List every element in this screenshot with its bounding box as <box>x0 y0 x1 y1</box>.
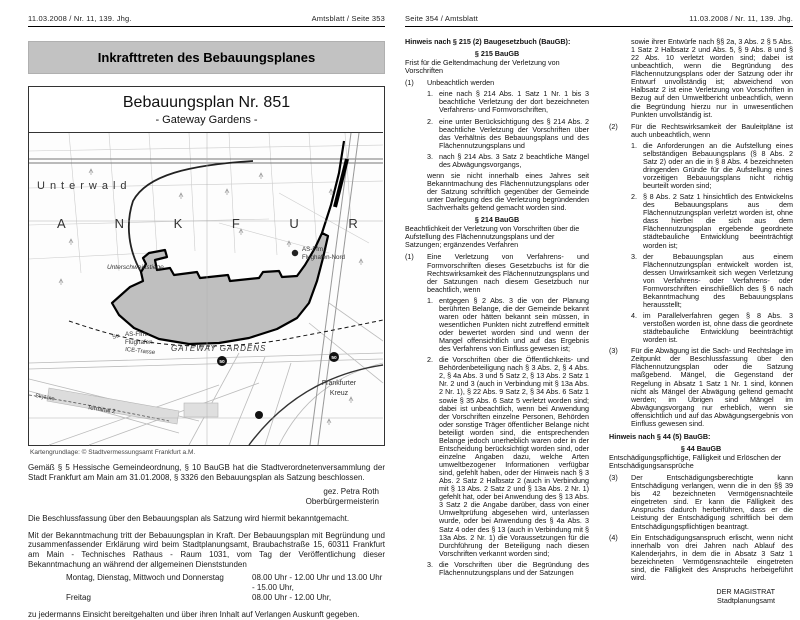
item-number: 1. <box>427 89 433 99</box>
issue-date-right: 11.03.2008 / Nr. 11, 139. Jhg. <box>689 14 793 23</box>
column-1 <box>405 38 589 605</box>
page-353-header <box>28 14 385 27</box>
item-number: 3. <box>427 151 433 161</box>
paragraph-text: Ein Entschädigungsanspruch erlischt, wenn nicht innerhalb von drei Jahren nach Ablauf des Kalenderjahrs, in dem die in Absatz 3 Satz 1 bezeichneten Vermögensnachteile eingetreten sind, die Fälligkeit des Anspruchs herbeigeführt wird. <box>631 532 793 582</box>
item-text: der Bebauungsplan aus einem Flächennutzungsplan entwickelt worden ist, dessen Unwirksamkeit sich wegen Verletzung von Verfahrens- oder Verfahrens- oder Formvorschriften einschließlich des § 6 nach Bekanntmachung des Bebauungsplans herausstellt; <box>643 251 793 309</box>
page-number: Amtsblatt / Seite 353 <box>311 14 385 23</box>
plan-number: Bebauungsplan Nr. 851 <box>122 94 291 111</box>
label-frankfurt: A N K F U R <box>57 216 360 231</box>
list-item <box>631 193 793 249</box>
signature-role: Oberbürgermeisterin <box>305 497 379 507</box>
label-frankfurter: Frankfurter <box>321 380 357 387</box>
list-item <box>427 561 589 577</box>
label-terminal-2: Terminal 2 <box>86 404 116 416</box>
paragraph-number: (3) <box>609 473 618 483</box>
svg-text:50: 50 <box>219 360 225 365</box>
map-source-caption: Kartengrundlage: © Stadtvermessungsamt Frankfurt a.M. <box>30 449 196 456</box>
notice-title: Inkrafttreten des Bebauungsplanes <box>28 41 385 74</box>
page-353 <box>28 14 385 620</box>
list-item <box>631 312 793 344</box>
law-214-title: § 214 BauGB <box>474 215 520 225</box>
item-text: nach § 214 Abs. 3 Satz 2 beachtliche Mängel des Abwägungsvorgangs, <box>439 151 589 169</box>
label-skyline: SkyLine <box>34 393 55 403</box>
plan-map-box <box>28 86 385 446</box>
paragraph-214-2 <box>609 123 793 139</box>
item-number: 2. <box>427 355 433 365</box>
item-text: entgegen § 2 Abs. 3 die von der Planung berührten Belange, die der Gemeinde bekannt waren oder hätten bekannt sein müssen, in wesentlichen Punkten nicht zutreffend ermittelt oder bewertet worden sind und wenn der Mangel offensichtlich und auf das Ergebnis des Verfahrens von Einfluss gewesen ist; <box>439 295 589 354</box>
paragraph-number: (1) <box>405 252 414 262</box>
law-215-title: § 215 BauGB <box>474 49 520 59</box>
issue-date: 11.03.2008 / Nr. 11, 139. Jhg. <box>28 14 132 23</box>
airport-building <box>184 403 218 417</box>
item-number: 1. <box>631 140 637 150</box>
svg-text:50: 50 <box>331 356 337 361</box>
item-number: 1. <box>427 295 433 305</box>
label-unterschweinstiege: Unterschweinstiege <box>107 264 164 271</box>
hours-times-1: 08.00 Uhr - 12.00 Uhr und 13.00 Uhr - 15.00 Uhr, <box>252 573 383 593</box>
paragraph-text: Unbeachtlich werden <box>427 78 495 88</box>
list-item <box>631 253 793 309</box>
item-number: 3. <box>631 251 637 261</box>
law-44-title: § 44 BauGB <box>680 443 722 453</box>
law-215-subtitle: Frist für die Geltendmachung der Verletzung von Vorschriften <box>405 58 560 76</box>
hours-times-2: 08.00 Uhr - 12.00 Uhr, <box>252 593 332 603</box>
item-number: 2. <box>427 116 433 126</box>
effective-paragraph: Mit der Bekanntmachung tritt der Bebauungsplan in Kraft. Der Bebauungsplan mit Begründung und zusammenfassender Erklärung wird beim Stadtplanungsamt, Braubachstraße 15, 60311 Frankfurt am Main - Technisches Rathaus - Raum 1031, vom Tag der Veröffentlichung dieser Bekanntmachung an während der allgemeinen Dienststunden <box>28 530 385 569</box>
interchange-icon <box>292 250 298 256</box>
item-text: die Vorschriften über die Öffentlichkeits- und Behördenbeteiligung nach § 3 Abs. 2, § 4 Abs. 2, § 4a Abs. 3 und 5 Satz 2, § 13 Abs. 2 Satz 1 Nr. 2 und 3 (auch in Verbindung mit § 13a Abs. 2 Nr. 1), § 22 Abs. 9 Satz 2, § 34 Abs. 6 Satz 1 sowie § 35 Abs. 6 Satz 5 verletzt worden sind; dabei ist unbeachtlich, wenn bei Anwendung der Vorschriften einzelne Personen, Behörden oder sonstige Träger öffentlicher Belange nicht beteiligt worden sind, die entsprechenden Belange jedoch unerheblich waren oder in der Entscheidung berücksichtigt worden sind, oder einzelne Angaben dazu, welche Arten umweltbezogener Informationen verfügbar sind, gefehlt haben, oder der Hinweis nach § 3 Abs. 2 Satz 2 Halbsatz 2 (auch in Verbindung mit § 13 Abs. 2 Satz 2 und § 13a Abs. 2 Nr. 1) gefehlt hat, oder bei Anwendung des § 13 Abs. 3 Satz 2 die Angabe darüber, dass von einer Umweltprüfung abgesehen wird, unterlassen wurde, oder bei Anwendung des § 4a Abs. 3 Satz 4 oder des § 13 (auch in Verbindung mit § 13a Abs. 2 Nr. 1) die Voraussetzungen für die Durchführung der Beteiligung nach diesen Vorschriften verkannt worden sind; <box>439 355 589 558</box>
item-number: 2. <box>631 192 637 202</box>
paragraph-215-1 <box>405 79 589 87</box>
paragraph-44-3 <box>609 474 793 530</box>
paragraph-number: (2) <box>609 121 618 131</box>
paragraph-text: Der Entschädigungsberechtigte kann Entschädigung verlangen, wenn die in den §§ 39 bis 42 bezeichneten Vermögensnachteile eingetreten sind. Er kann die Fälligkeit des Anspruchs dadurch herbeiführen, dass er die Leistung der Entschädigung schriftlich bei dem Entschädigungspflichtigen beantragt. <box>631 473 793 531</box>
office-hours <box>66 573 385 603</box>
paragraph-text: Für die Abwägung ist die Sach- und Rechtslage im Zeitpunkt der Beschlussfassung über den Flächennutzungsplan oder die Satzung maßgebend. Mängel, die Gegenstand der Regelung in Absatz 1 Satz 1 Nr. 1 sind, können nicht als Mängel der Abwägung geltend gemacht werden; im Übrigen sind Mängel im Abwägungsvorgang nur erheblich, wenn sie offensichtlich und auf das Abwägungsergebnis von Einfluss gewesen sind. <box>631 346 793 428</box>
stadtplanungsamt-line: Stadtplanungsamt <box>717 595 775 605</box>
list-item <box>427 153 589 169</box>
label-gateway-gardens: GATEWAY GARDENS <box>171 344 267 353</box>
resolution-paragraph: Gemäß § 5 Hessische Gemeindeordnung, § 10 BauGB hat die Stadtverordnetenversammlung der Stadt Frankfurt am Main am 31.01.2008, § 3326 den Bebauungsplan als Satzung beschlossen. <box>28 463 385 482</box>
label-as-nord-1: AS-Ffm.- <box>302 246 327 253</box>
paragraph-215-tail: wenn sie nicht innerhalb eines Jahres seit Bekanntmachung des Flächennutzungsplans oder der Satzung schriftlich gegenüber der Gemeinde unter Darlegung des die Verletzung begründenden Sachverhalts geltend gemacht worden sind. <box>427 170 589 213</box>
hinweis-44-heading: Hinweis nach § 44 (5) BauGB: <box>609 431 711 441</box>
paragraph-number: (1) <box>405 78 414 88</box>
continuation-paragraph: sowie ihrer Entwürfe nach §§ 2a, 3 Abs. 2 § 5 Abs. 1 Satz 2 Halbsatz 2 und Abs. 5, § 9 Abs. 8 und § 22 Abs. 10 verletzt worden sind; dabei ist unbeachtlich, wenn die Begründung des Flächennutzungsplans oder der Satzung oder ihr Entwurf unvollständig ist; abweichend von Halbsatz 2 ist eine Verletzung von Vorschriften in Bezug auf den Umweltbericht unbeachtlich, wenn die Begründung hierzu nur in unwesentlichen Punkten unvollständig ist. <box>631 37 793 119</box>
column-2 <box>609 38 793 605</box>
item-text: eine unter Berücksichtigung des § 214 Abs. 2 beachtliche Verletzung der Vorschriften über das Verhältnis des Bebauungsplans und des Flächennutzungsplans und <box>439 116 589 150</box>
label-as-nord-2: Flughafen-Nord <box>302 254 345 261</box>
item-number: 3. <box>427 559 433 569</box>
list-item <box>427 356 589 558</box>
hours-days-1: Montag, Dienstag, Mittwoch und Donnerstag <box>66 573 224 583</box>
plan-name: - Gateway Gardens - <box>155 114 258 126</box>
item-number: 4. <box>631 311 637 320</box>
magistrat-line: DER MAGISTRAT <box>716 586 775 596</box>
paragraph-number: (3) <box>609 346 618 356</box>
hours-days-2: Freitag <box>66 593 91 603</box>
announcement-paragraph: Die Beschlussfassung über den Bebauungsplan als Satzung wird hiermit bekanntgemacht. <box>28 514 350 524</box>
paragraph-text: Für die Rechtswirksamkeit der Bauleitpläne ist auch unbeachtlich, wenn <box>631 121 793 139</box>
list-item <box>631 142 793 190</box>
hinweis-215-heading: Hinweis nach § 215 (2) Baugesetzbuch (BauGB): <box>405 37 571 46</box>
item-text: die Anforderungen an die Aufstellung eines selbständigen Bebauungsplans (§ 8 Abs. 2 Satz 2) oder an die in § 8 Abs. 4 bezeichneten dringenden Gründe für die Aufstellung eines vorzeitigen Bebauungsplans nicht richtig beurteilt worden sind; <box>643 140 793 191</box>
paragraph-214-1 <box>405 253 589 293</box>
list-item <box>427 297 589 353</box>
label-as-sued-1: AS-Ffm.- <box>125 331 150 338</box>
page-354 <box>405 14 793 605</box>
route-badge-50-east <box>329 352 339 362</box>
route-badge-south <box>255 411 263 419</box>
paragraph-number: (4) <box>609 532 618 542</box>
paragraph-214-3 <box>609 347 793 428</box>
label-as-sued-2: Flughafen <box>125 339 153 346</box>
signature-name: gez. Petra Roth <box>323 487 379 497</box>
plan-map <box>29 132 383 445</box>
signature-block <box>28 487 385 507</box>
list-item <box>427 118 589 150</box>
paragraph-text: Eine Verletzung von Verfahrens- und Formvorschriften dieses Gesetzbuchs ist für die Rechtswirksamkeit des Flächennutzungsplans und der Satzungen nach diesem Gesetzbuch nur beachtlich, wenn <box>427 252 589 294</box>
paragraph-44-4 <box>609 534 793 582</box>
law-214-subtitle: Beachtlichkeit der Verletzung von Vorschriften über die Aufstellung des Flächennutzungsplans und der Satzungen; ergänzendes Verfahren <box>405 224 580 250</box>
label-ice-trasse: ICE-Trasse <box>124 347 156 357</box>
inspection-paragraph: zu jedermanns Einsicht bereitgehalten und über ihren Inhalt auf Verlangen Auskunft gegeben. <box>28 610 360 620</box>
list-item <box>427 90 589 114</box>
magistrat-signature <box>609 588 793 605</box>
page-354-header <box>405 14 793 27</box>
item-text: die Vorschriften über die Begründung des Flächennutzungsplans und der Satzungen <box>439 559 589 577</box>
label-unterwald: Unterwald <box>37 180 132 192</box>
item-text: § 8 Abs. 2 Satz 1 hinsichtlich des Entwickelns des Bebauungsplans aus dem Flächennutzungsplan verletzt worden ist, ohne dass hierbei die sich aus dem Flächennutzungsplan ergebende geordnete städtebauliche Entwicklung beeinträchtigt worden ist; <box>643 192 793 250</box>
label-str: Str. <box>111 332 122 341</box>
law-44-subtitle: Entschädigungspflichtige, Fälligkeit und Erlöschen der Entschädigungsansprüche <box>609 453 782 471</box>
label-kreuz: Kreuz <box>329 390 349 397</box>
item-text: eine nach § 214 Abs. 1 Satz 1 Nr. 1 bis 3 beachtliche Verletzung der dort bezeichneten Verfahrens- und Formvorschriften, <box>439 89 589 115</box>
route-badge-50 <box>217 356 227 366</box>
item-text: im Parallelverfahren gegen § 8 Abs. 3 verstoßen worden ist, ohne dass die geordnete städtebauliche Entwicklung beeinträchtigt worden ist. <box>643 311 793 345</box>
page-number-right: Seite 354 / Amtsblatt <box>405 14 478 23</box>
